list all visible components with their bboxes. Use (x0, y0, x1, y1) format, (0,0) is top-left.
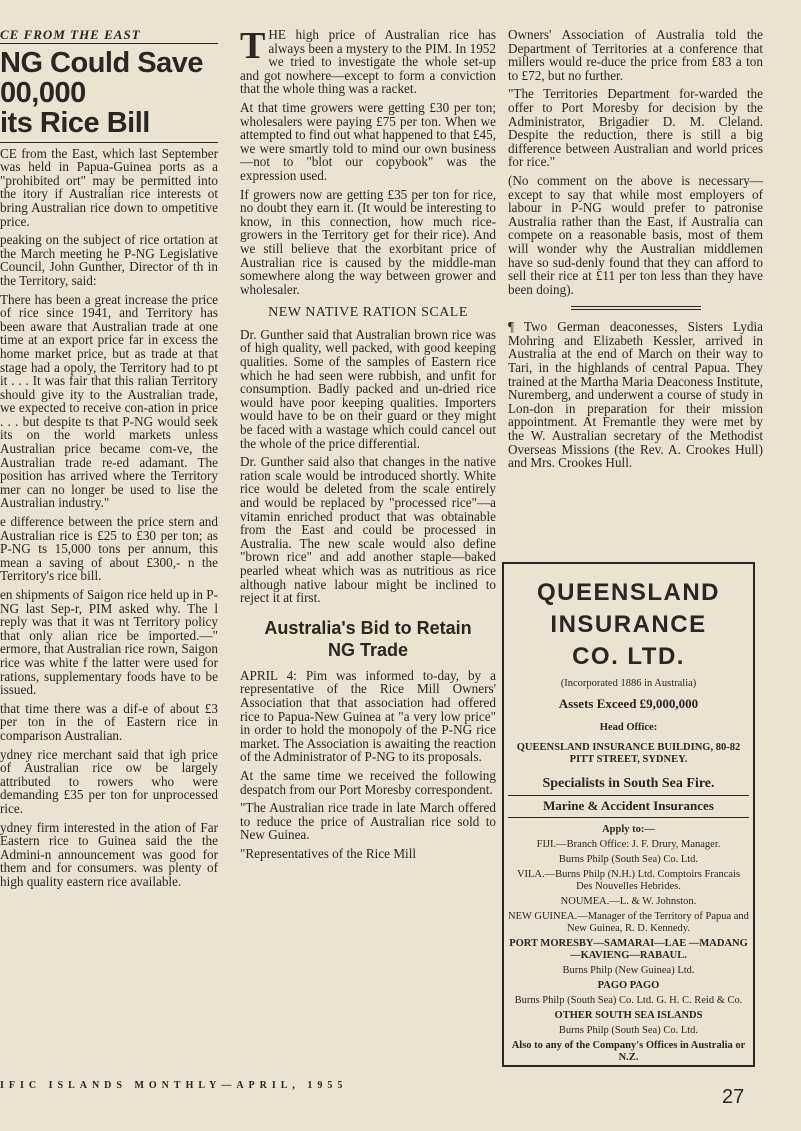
ad-apply: Apply to:— (602, 824, 655, 835)
paragraph: Dr. Gunther said that Australian brown rice was of high quality, well packed, with good keeping qualities. Some of the samples of Eastern rice which he had seen were rubbish, and unfit for consumption. Badly packed and un-dried rice would have poor keeping qualities. Importers would have to be on their guard or they might be faced with a wastage which could cancel out the whole of the price differential. (240, 326, 496, 451)
paragraph: Owners' Association of Australia told the Department of Territories at a conference that millers would re-duce the price from £83 a ton to £72, but no further. (508, 27, 763, 83)
page-number: 27 (722, 1086, 745, 1108)
right-column (508, 28, 763, 475)
paragraph: "Representatives of the Rice Mill (240, 845, 417, 861)
ad-agent-pago-2: Burns Philp (South Sea) Co. Ltd. G. H. C. Reid & Co. (514, 995, 743, 1006)
ad-agent-new-guinea: NEW GUINEA.—Manager of the Territory of Papua and New Guinea, R. D. Kennedy. (508, 911, 749, 934)
intro-paragraph: CE from the East, which last September was held in Papua-Guinea ports as a "prohibited ort" may be permitted into the itory if Australian rice interests ot bring Australian rice down to ompetitive price. (0, 145, 218, 229)
paragraph: If growers now are getting £35 per ton for rice, no doubt they earn it. (It would be interesting to know, in this connection, how much rice-growers in the Territory get for their rice). And we still believe that the exorbitant price of Australian rice is caused by the middle-man somewhere along the way between grower and wholesaler. (240, 186, 496, 297)
drop-cap: T (240, 25, 266, 67)
subheading-bid-line-2: NG Trade (327, 639, 409, 660)
paragraph: ydney firm interested in the ation of Far Eastern rice to Guinea said the the Admini-n announcement was good for them and for consumers. was plenty of high quality eastern rice available. (0, 819, 218, 889)
left-column (0, 28, 218, 893)
ad-agent-pago: PAGO PAGO (597, 980, 660, 991)
ad-company-name-2: INSURANCE (550, 611, 707, 638)
paragraph: "The Territories Department for-warded the offer to Port Moresby for decision by the Administrator, Brigadier D. M. Cleland. Despite the reduction, there is still a big difference between Australian and world prices for rice." (508, 86, 763, 170)
ad-agent-fiji-2: Burns Philp (South Sea) Co. Ltd. (558, 854, 699, 865)
ad-marine: Marine & Accident Insurances (508, 798, 749, 818)
section-separator (571, 306, 701, 310)
ad-agent-vila: VILA.—Burns Philp (N.H.) Ltd. Comptoirs Francais Des Nouvelles Hebrides. (516, 869, 741, 892)
middle-column (240, 25, 496, 865)
paragraph: (No comment on the above is necessary—except to say that while most employers of labour in P-NG would prefer to patronise Australia rather than the East, if Australia can compete on a reasonable basis, most of them will wonder why the Australian middlemen have so sud-denly found that they can afford to sell their rice at £11 per ton less than they have been doing). (508, 172, 763, 297)
ad-agent-other: OTHER SOUTH SEA ISLANDS (554, 1010, 703, 1021)
lead-paragraph (240, 25, 496, 97)
subheading-bid (240, 617, 496, 661)
headline-rule (0, 142, 218, 143)
ad-agent-noumea: NOUMEA.—L. & W. Johnston. (560, 896, 697, 907)
paragraph: en shipments of Saigon rice held up in P-NG last Sep-r, PIM asked why. The l reply was that it was nt Territory policy that only alian rice be imported.—" ermore, that Australian rice rown, Saigon rice was white f the latter were used for rations, supplementary foods have to be issued. (0, 587, 218, 698)
headline-line-3: its Rice Bill (0, 106, 150, 139)
paragraph: At that time growers were getting £30 per ton; wholesalers were paying £75 per ton. When we attempted to find out what happened to that £45, we were smartly told to mind our own business—not to "blot our copybook" was the expression used. (240, 99, 496, 183)
ad-company-name-1: QUEENSLAND (536, 579, 720, 606)
kicker: CE FROM THE EAST (0, 28, 218, 44)
ad-agent-fiji: FIJI.—Branch Office: J. F. Drury, Manager. (536, 839, 721, 850)
ad-incorporated: (Incorporated 1886 in Australia) (560, 678, 697, 689)
ad-company-name-3: CO. LTD. (572, 643, 685, 670)
headline (0, 48, 218, 138)
paragraph: e difference between the price stern and Australian rice is £25 to £30 per ton; as P-NG ts 15,000 tons per annum, this mean a saving of about £300,- n the Territory's rice bill. (0, 514, 218, 584)
insurance-advertisement (502, 562, 755, 1067)
paragraph: "The Australian rice trade in late March offered to reduce the price of Australian rice sold to New Guinea. (240, 800, 496, 843)
headline-line-2: 00,000 (0, 76, 86, 109)
ad-agent-ports: PORT MORESBY—SAMARAI—LAE —MADANG—KAVIENG—RABAUL. (509, 938, 748, 961)
subheading-bid-line-1: Australia's Bid to Retain (264, 617, 472, 638)
ad-agent-other-2: Burns Philp (South Sea) Co. Ltd. (558, 1025, 699, 1036)
ad-agent-also: Also to any of the Company's Offices in Australia or N.Z. (511, 1040, 746, 1063)
paragraph: peaking on the subject of rice ortation at the March meeting he P-NG Legislative Council, John Gunther, Director of th in the Territory, said: (0, 232, 218, 288)
running-footer: IFIC ISLANDS MONTHLY—APRIL, 1955 (0, 1080, 348, 1091)
headline-line-1: NG Could Save (0, 46, 203, 79)
ad-office-address: QUEENSLAND INSURANCE BUILDING, 80-82 PITT STREET, SYDNEY. (516, 742, 741, 765)
ad-assets: Assets Exceed £9,000,000 (558, 696, 699, 711)
ad-agent-burns-ng: Burns Philp (New Guinea) Ltd. (562, 965, 695, 976)
lead-text: HE high price of Australian rice has always been a mystery to the PIM. In 1952 we tried to investigate the whole set-up and got nowhere—except to form a conviction that the whole thing was a racket. (240, 27, 496, 97)
paragraph: At the same time we received the following despatch from our Port Moresby correspondent. (240, 767, 496, 797)
paragraph: APRIL 4: Pim was informed to-day, by a representative of the Rice Mill Owners' Association that that association had offered rice to Papua-New Guinea at "a very low price" in order to hold the monopoly of the P-NG rice market. The Association is awaiting the reaction of the Administrator of P-NG to its proposals. (240, 667, 496, 765)
paragraph: There has been a great increase the price of rice since 1941, and Territory has been aware that Australian trade at one time at an export price far in excess the home market price, but as trade at that stage had a opoly, the Territory had to pt it . . . It was fair that this ralian Territory should give ity to the Australian trade, we expected to receive con-ation in price . . . but despite ts that P-NG would seek its on the world markets unless Australian price became com-ve, the Australian trade re-ed adamant. The position has arrived where the Territory mer can no longer be used to lise the Australian industry." (0, 291, 218, 511)
ad-specialists: Specialists in South Sea Fire. (508, 776, 749, 796)
paragraph: ¶ Two German deaconesses, Sisters Lydia Mohring and Elizabeth Kessler, arrived in Australia at the end of March on their way to Tari, in the highlands of central Papua. They trained at the Martha Maria Deaconess Institute, Nuremberg, and underwent a course of study in Lon-don in preparation for their mission appointment. At Fremantle they were met by the W. Australian secretary of the Methodist Overseas Missions (the Rev. A. Crookes Hull) and Mrs. Crookes Hull. (508, 319, 763, 471)
paragraph: that time there was a dif-e of about £3 per ton in the of Eastern rice in comparison Australian. (0, 700, 218, 743)
ad-office-label: Head Office: (599, 722, 658, 733)
paragraph: Dr. Gunther said also that changes in the native ration scale would be introduced shortly. White rice would be deleted from the scale entirely and would be replaced by "processed rice"—a vitamin enriched product that was obtainable from the East and could be processed in Australia. The new scale would also define "brown rice" and add another staple—baked pearled wheat which was as nutritious as rice although native labour might be inclined to reject it at first. (240, 454, 496, 606)
paragraph: ydney rice merchant said that igh price of Australian rice ow be largely attributed to rowers who were demanding £35 per ton for unprocessed rice. (0, 746, 218, 816)
subheading-ration: NEW NATIVE RATION SCALE (268, 305, 468, 321)
